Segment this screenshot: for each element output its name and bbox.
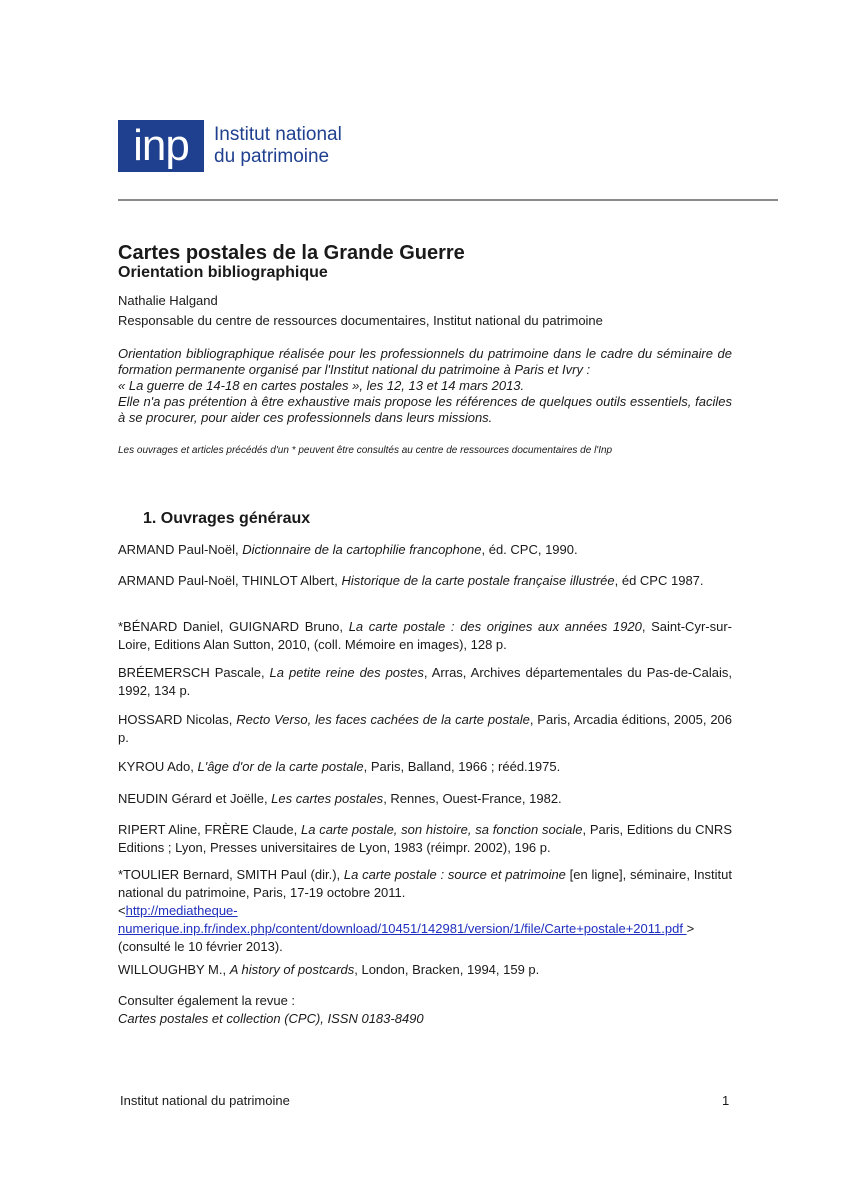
reference-item: [118, 821, 732, 857]
reference-title: A history of postcards: [229, 962, 355, 977]
reference-item: [118, 961, 732, 979]
reference-title: La carte postale : source et patrimoine: [343, 867, 566, 882]
link-close-bracket: >: [686, 921, 695, 936]
reference-item: [118, 711, 732, 747]
reference-title: Recto Verso, les faces cachées de la carte postale: [236, 712, 530, 727]
intro-text-2: « La guerre de 14-18 en cartes postales », les 12, 13 et 14 mars 2013.: [118, 378, 525, 393]
document-title: Cartes postales de la Grande Guerre: [118, 242, 465, 264]
reference-details: , Paris, Balland, 1966 ; rééd.1975.: [363, 759, 561, 774]
reference-title: La carte postale : des origines aux années 1920: [348, 619, 642, 634]
reference-details: , Paris, Editions du CNRS Editions ; Lyon, Presses universitaires de Lyon, 1983 (réimpr. 2002), 196 p.: [118, 822, 732, 855]
reference-authors: BRÉEMERSCH Pascale,: [118, 665, 270, 680]
reference-details: , London, Bracken, 1994, 159 p.: [354, 962, 540, 977]
reference-title: Dictionnaire de la cartophilie francophone: [242, 542, 482, 557]
logo: [118, 120, 342, 172]
logo-mark: inp: [118, 120, 204, 172]
reference-item: [118, 541, 732, 559]
reference-details: , Paris, Arcadia éditions, 2005, 206 p.: [118, 712, 733, 745]
reference-item: [118, 790, 732, 808]
section-heading: 1. Ouvrages généraux: [143, 510, 311, 527]
reference-details: , éd CPC 1987.: [614, 573, 704, 588]
reference-authors: *BÉNARD Daniel, GUIGNARD Bruno,: [118, 619, 349, 634]
review-label: Consulter également la revue :: [118, 993, 296, 1008]
consulted-date: (consulté le 10 février 2013).: [118, 939, 283, 954]
reference-title: L'âge d'or de la carte postale: [197, 759, 364, 774]
reference-details: , Rennes, Ouest-France, 1982.: [383, 791, 562, 806]
logo-line-2: du patrimoine: [214, 146, 330, 167]
footer-institution: Institut national du patrimoine: [120, 1093, 290, 1108]
review-note: [118, 992, 732, 1028]
logo-line-1: Institut national: [214, 124, 342, 145]
reference-authors: NEUDIN Gérard et Joëlle,: [118, 791, 272, 806]
link-open-bracket: <: [118, 903, 126, 918]
document-subtitle: Orientation bibliographique: [118, 264, 328, 281]
reference-link[interactable]: http://mediatheque-numerique.inp.fr/index.php/content/download/10451/142981/version/1/file/Carte+postale+2011.pdf: [118, 903, 687, 936]
intro-text-3: Elle n'a pas prétention à être exhaustive mais propose les références de quelques outils essentiels, faciles à se procurer, pour aider ces professionnels dans leurs missions.: [118, 394, 732, 425]
reference-item: [118, 758, 732, 776]
reference-authors: *TOULIER Bernard, SMITH Paul (dir.),: [118, 867, 344, 882]
page-number: 1: [722, 1093, 730, 1108]
intro-text-1: Orientation bibliographique réalisée pour les professionnels du patrimoine dans le cadre du séminaire de formation permanente organisé par l'Institut national du patrimoine à Paris et Ivry :: [118, 346, 732, 377]
reference-title: La petite reine des postes: [269, 665, 424, 680]
author-name: Nathalie Halgand: [118, 293, 218, 308]
header-divider: [118, 199, 778, 201]
reference-authors: RIPERT Aline, FRÈRE Claude,: [118, 822, 301, 837]
review-title: Cartes postales et collection (CPC), ISSN 0183-8490: [118, 1011, 424, 1026]
reference-details: , éd. CPC, 1990.: [481, 542, 578, 557]
reference-item: [118, 664, 732, 700]
reference-item: [118, 866, 732, 956]
reference-item: [118, 618, 732, 654]
author-role: Responsable du centre de ressources documentaires, Institut national du patrimoine: [118, 313, 603, 328]
logo-wordmark: [214, 124, 342, 168]
reference-authors: KYROU Ado,: [118, 759, 198, 774]
reference-item: [118, 572, 732, 590]
reference-authors: ARMAND Paul-Noël, THINLOT Albert,: [118, 573, 342, 588]
reference-details: [en ligne], séminaire, Institut national du patrimoine, Paris, 17-19 octobre 2011.: [118, 867, 732, 900]
reference-details: , Arras, Archives départementales du Pas-de-Calais, 1992, 134 p.: [118, 665, 732, 698]
availability-note: Les ouvrages et articles précédés d'un * peuvent être consultés au centre de ressources documentaires de l'Inp: [118, 445, 613, 456]
reference-title: Historique de la carte postale française illustrée: [341, 573, 615, 588]
reference-title: La carte postale, son histoire, sa fonction sociale: [300, 822, 583, 837]
reference-details: , Saint-Cyr-sur-Loire, Editions Alan Sutton, 2010, (coll. Mémoire en images), 128 p.: [118, 619, 732, 652]
reference-authors: WILLOUGHBY M.,: [118, 962, 230, 977]
reference-authors: ARMAND Paul-Noël,: [118, 542, 243, 557]
reference-title: Les cartes postales: [271, 791, 384, 806]
intro-paragraph: [118, 346, 732, 426]
reference-authors: HOSSARD Nicolas,: [118, 712, 237, 727]
